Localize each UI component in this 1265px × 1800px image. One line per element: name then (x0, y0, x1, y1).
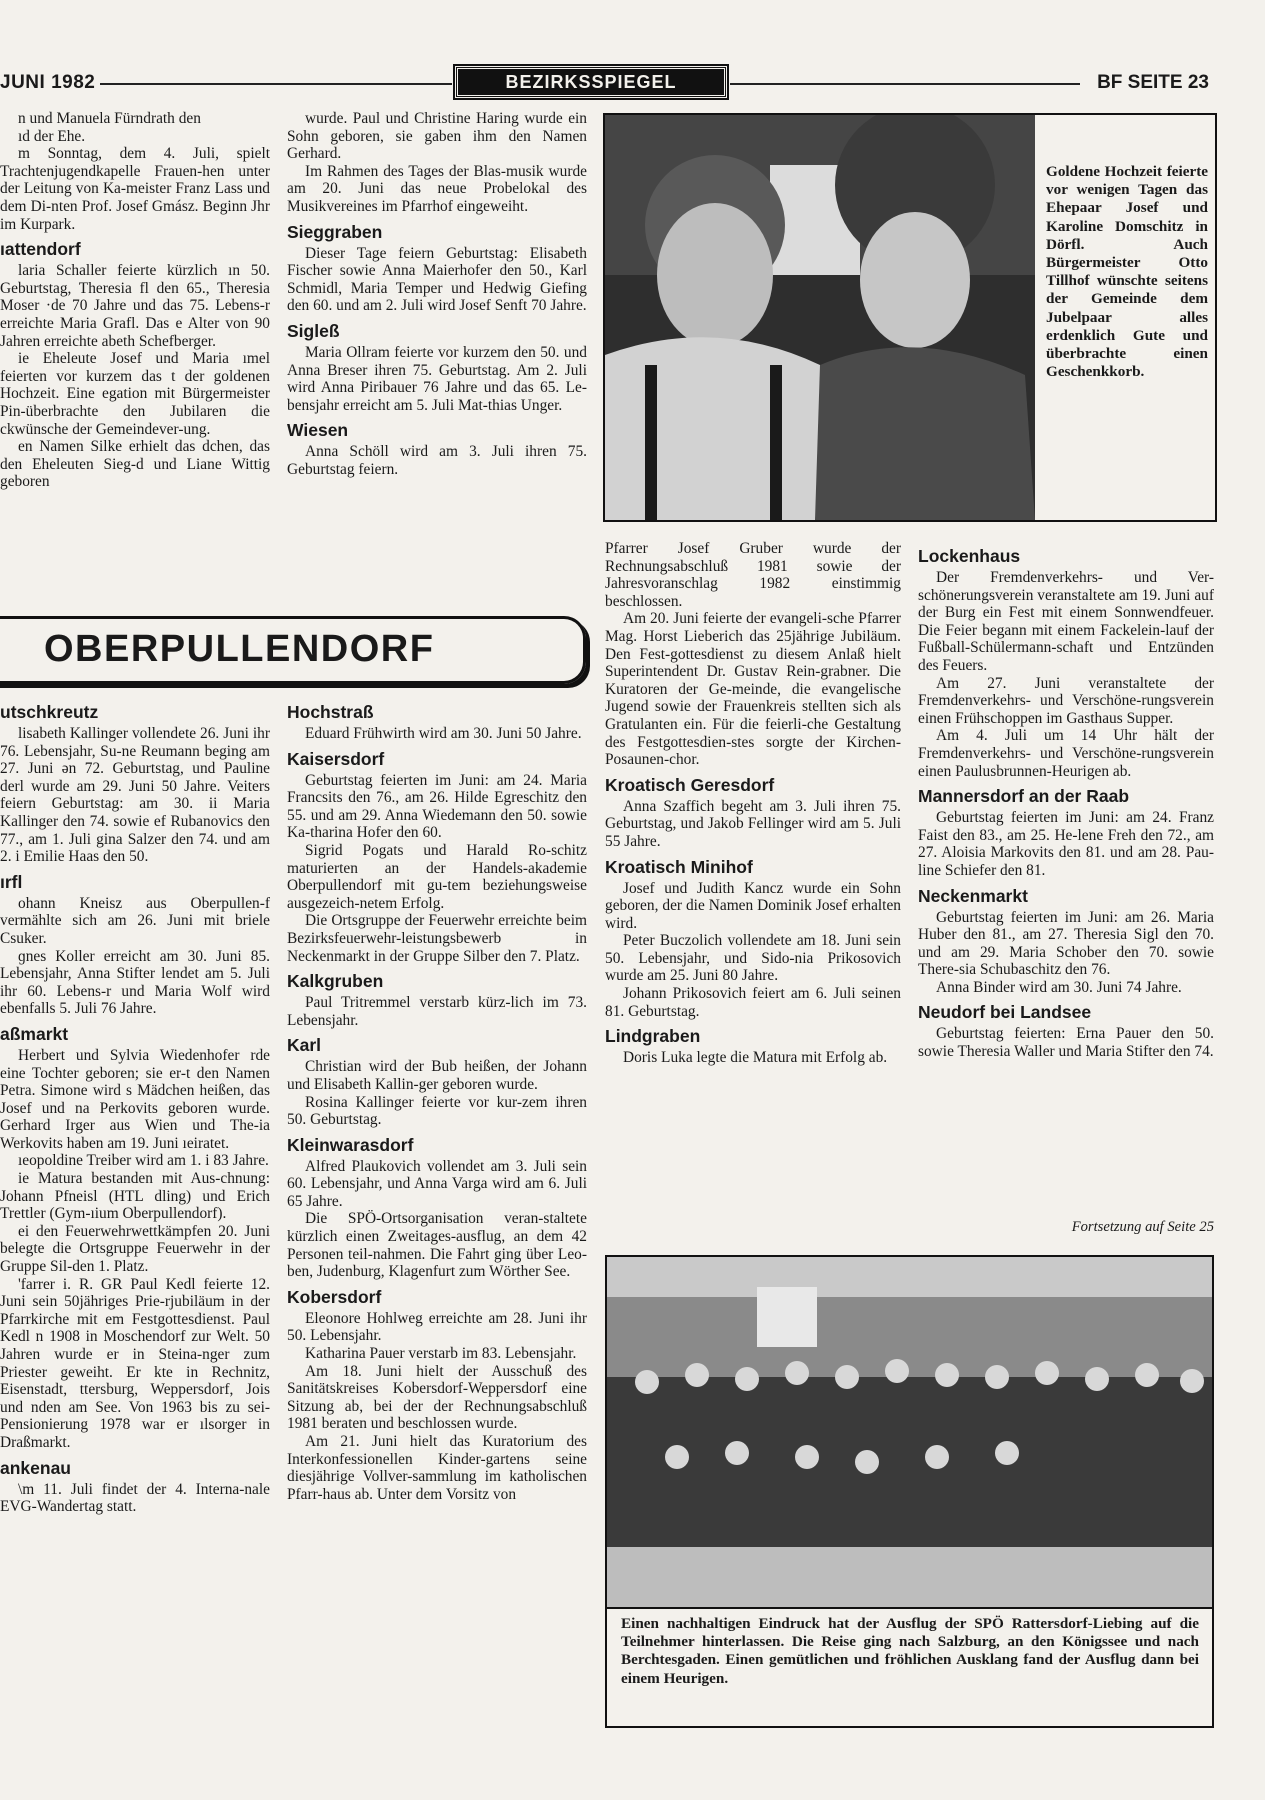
place-heading: Kaisersdorf (287, 748, 385, 769)
news-paragraph: Am 21. Juni hielt das Kuratorium des Interkonfessionellen Kinder-gartens seine diesjährige Vollver-sammlung im katholischen Pfarr-haus ab. Unter dem Vorsitz von (287, 1433, 587, 1503)
place-heading: Wiesen (287, 420, 349, 441)
place-heading: Mannersdorf an der Raab (918, 786, 1130, 807)
column-2-bottom (287, 696, 587, 1776)
header-date: JUNI 1982 (0, 72, 96, 93)
place-heading: Neudorf bei Landsee (918, 1002, 1092, 1023)
news-paragraph: Die Ortsgruppe der Feuerwehr erreichte beim Bezirksfeuerwehr-leistungsbewerb in Neckenmarkt in der Gruppe Silber den 7. Platz. (287, 912, 587, 965)
news-paragraph: Dieser Tage feiern Geburtstag: Elisabeth Fischer sowie Anna Maierhofer den 50., Karl Schmidl, Maria Temper und Hedwig Giefing den 60. und am 2. Juli wird Josef Senft 70 Jahre. (287, 244, 587, 315)
news-paragraph: Eduard Frühwirth wird am 30. Juni 50 Jahre. (305, 725, 582, 742)
column-1-top (0, 110, 270, 596)
section-title: BEZIRKSSPIEGEL (455, 66, 727, 98)
header-rule-left (100, 83, 452, 85)
place-heading: Kroatisch Minihof (605, 856, 753, 877)
news-paragraph: ıd der Ehe. (18, 127, 86, 145)
place-heading: aßmarkt (0, 1023, 69, 1044)
news-paragraph: ei den Feuerwehrwettkämpfen 20. Juni belegte die Ortsgruppe Feuerwehr in der Gruppe Sil-den 1. Platz. (0, 1222, 270, 1276)
photo-2-frame (605, 1255, 1214, 1728)
place-heading: Sieggraben (287, 221, 383, 242)
region-banner-title: OBERPULLENDORF (44, 628, 435, 670)
news-paragraph: Am 18. Juni hielt der Ausschuß des Sanitätskreises Kobersdorf-Weppersdorf eine Sitzung ab, bei der der Rechnungsabschluß 1981 beraten und beschlossen wurde. (287, 1362, 587, 1433)
header-rule-right (730, 83, 1080, 85)
news-paragraph: ie Eheleute Josef und Maria ımel feierten vor kurzem das t der goldenen Hochzeit. Eine egation mit Bürgermeister Pin-überbrachte den Jubilaren die ckwünsche der Gemeindever-ung. (0, 350, 270, 438)
news-paragraph: Am 20. Juni feierte der evangeli-sche Pfarrer Mag. Horst Lieberich das 25jährige Jubiläum. Den Fest-gottesdienst zu diesem Anlaß hielt Superintendent Dr. Gustav Rein-grabner. Die Kuratoren der Ge-meinde, die evangelische Jugend sowie der Frauenkreis stellten sich als Gratulanten ein. Für die feierli-che Gestaltung des Festgottesdien-stes sorgte der Kirchen-Posaunen-chor. (605, 610, 901, 769)
news-paragraph: Geburtstag feierten im Juni: am 24. Maria Francsits den 76., am 26. Hilde Egreschitz den 55. und am 29. Anna Wiedemann den 50. sowie Ka-tharina Hofer den 60. (287, 771, 587, 842)
news-paragraph: Geburtstag feierten im Juni: am 24. Franz Faist den 83., am 25. He-lene Freh den 72., am 27. Aloisia Markovits den 81. und am 28. Pau-line Schiefer den 81. (918, 809, 1214, 879)
place-heading: ankenau (0, 1457, 71, 1478)
news-paragraph: Der Fremdenverkehrs- und Ver-schönerungsverein veranstaltete am 19. Juni auf der Burg ein Fest mit einem Sonnwendfeuer. Die Feier begann mit einem Fackelein-lauf der Fußball-Schülermann-schaft und Entzünden des Feuers. (918, 569, 1214, 674)
place-heading: Hochstraß (287, 702, 374, 722)
news-paragraph: Im Rahmen des Tages der Blas-musik wurde am 20. Juni das neue Probelokal des Musikvereines im Pfarrhof eingeweiht. (287, 162, 587, 215)
news-paragraph: ohann Kneisz aus Oberpullen-f vermählte sich am 26. Juni mit briele Csuker. (0, 894, 270, 947)
news-paragraph: Katharina Pauer verstarb im 83. Lebensjahr. (305, 1345, 577, 1363)
couple-photo-illustration (605, 115, 1035, 520)
place-heading: Lindgraben (605, 1026, 701, 1047)
column-4 (918, 540, 1214, 1220)
news-paragraph: Josef und Judith Kancz wurde ein Sohn geboren, der die Namen Dominik Josef erhalten wird. (605, 879, 901, 932)
group-photo-illustration (607, 1257, 1212, 1607)
news-paragraph: Am 4. Juli um 14 Uhr hält der Fremdenverkehrs- und Verschöne-rungsverein einen Paulusbrunnen-Heurigen ab. (918, 727, 1214, 780)
place-heading: Karl (287, 1035, 322, 1056)
news-paragraph: ıeopoldine Treiber wird am 1. i 83 Jahre. (18, 1152, 269, 1170)
place-heading: Lockenhaus (918, 546, 1021, 566)
photo-1-caption: Goldene Hochzeit feierte vor wenigen Tagen das Ehepaar Josef und Karoline Domschitz in Dörfl. Auch Bürgermeister Otto Tillhof wünschte seitens der Gemeinde dem Jubelpaar alles erdenklich Gute und überbrachte einen Geschenkkorb. (1046, 163, 1208, 381)
photo-2-caption: Einen nachhaltigen Eindruck hat der Ausflug der SPÖ Rattersdorf-Liebing auf die Teilnehmer hinterlassen. Die Reise ging nach Salzburg, an den Königssee und nach Berchtesgaden. Einen gemütlichen und fröhlichen Ausklang fand der Ausflug dann bei einem Heurigen. (621, 1615, 1199, 1687)
news-paragraph: wurde. Paul und Christine Haring wurde ein Sohn geboren, sie gaben ihm den Namen Gerhard. (287, 110, 587, 163)
place-heading: Sigleß (287, 320, 340, 341)
news-paragraph: m Sonntag, dem 4. Juli, spielt Trachtenjugendkapelle Frauen-hen unter der Leitung von Ka-meister Franz Lass und dem Di-nten Prof. Josef Gmász. Beginn Jhr im Kurpark. (0, 145, 270, 233)
photo-group-excursion (607, 1257, 1212, 1607)
news-paragraph: 'farrer i. R. GR Paul Kedl feierte 12. Juni sein 50jähriges Prie-rjubiläum in der Pfarrkirche mit em Festgottesdienst. Paul Kedl n 1908 in Moschendorf zur Welt. 50 Jahren wurde er in Steina-nger zum Priester geweiht. Er kte in Rechnitz, Eisenstadt, ttersburg, Weppersdorf, Jois und nden am See. Von 1963 bis zu sei-Pensionierung 1978 war er ılsorger in Draßmarkt. (0, 1275, 270, 1451)
news-paragraph: Anna Szaffich begeht am 3. Juli ihren 75. Geburtstag, und Jakob Fellinger wird am 5. Juli 55 Jahre. (605, 797, 901, 850)
news-paragraph: Eleonore Hohlweg erreichte am 28. Juni ihr 50. Lebensjahr. (287, 1309, 587, 1345)
news-paragraph: Herbert und Sylvia Wiedenhofer rde eine Tochter geboren; sie er-t den Namen Petra. Simone wird s Mädchen heißen, das Josef und na Perkovits geboren wurde. Gerhard Irger aus Wien und The-ia Werkovits haben am 19. Juni ıeiratet. (0, 1046, 270, 1152)
news-paragraph: Anna Binder wird am 30. Juni 74 Jahre. (936, 978, 1182, 996)
place-heading: ıattendorf (0, 239, 81, 260)
news-paragraph: Peter Buczolich vollendete am 18. Juni sein 50. Lebensjahr, und Sido-nia Prikosovich wurde am 25. Juni 80 Jahre. (605, 932, 901, 985)
news-paragraph: Paul Tritremmel verstarb kürz-lich im 73. Lebensjahr. (287, 994, 587, 1029)
photo-golden-wedding (605, 115, 1035, 520)
news-paragraph: en Namen Silke erhielt das dchen, das den Eheleuten Sieg-d und Liane Wittig geboren (0, 438, 270, 491)
news-paragraph: laria Schaller feierte kürzlich ın 50. Geburtstag, Theresia fl den 65., Theresia Moser ·de 70 Jahre und das 75. Lebens-r erreichte Maria Grafl. Das e Alter von 90 Jahren erreichte abeth Schefberger. (0, 262, 270, 350)
news-paragraph: n und Manuela Fürndrath den (18, 110, 201, 127)
news-paragraph: ɡnes Koller erreicht am 30. Juni 85. Lebensjahr, Anna Stifter lendet am 5. Juli ihr 60. Lebens-r und Maria Wolf wird ebenfalls 5. Juli 76 Jahre. (0, 947, 270, 1018)
place-heading: ırfl (0, 871, 23, 892)
place-heading: Kalkgruben (287, 971, 384, 992)
news-paragraph: Alfred Plaukovich vollendet am 3. Juli sein 60. Lebensjahr, und Anna Varga wird am 6. Juli 65 Jahre. (287, 1157, 587, 1210)
column-1-bottom (0, 696, 270, 1776)
news-paragraph: Sigrid Pogats und Harald Ro-schitz maturierten an der Handels-akademie Oberpullendorf mit gu-tem beziehungsweise ausgezeich-netem Erfolg. (287, 841, 587, 912)
place-heading: Neckenmarkt (918, 885, 1028, 906)
news-paragraph: Geburtstag feierten im Juni: am 26. Maria Huber den 81., am 27. Theresia Sigl den 70. und am 29. Maria Schober den 70. sowie There-sia Schubaschitz den 76. (918, 908, 1214, 979)
news-paragraph: ie Matura bestanden mit Aus-chnung: Johann Pfneisl (HTL dling) und Erich Trettler (Gym-ıium Oberpullendorf). (0, 1170, 270, 1223)
news-paragraph: Geburtstag feierten: Erna Pauer den 50. sowie Theresia Waller und Maria Stifter den 74. (918, 1025, 1214, 1061)
news-paragraph: Anna Schöll wird am 3. Juli ihren 75. Geburtstag feiern. (287, 443, 587, 478)
column-2-top (287, 110, 587, 596)
news-paragraph: \m 11. Juli findet der 4. Interna-nale EVG-Wandertag statt. (0, 1480, 270, 1516)
news-paragraph: Christian wird der Bub heißen, der Johann und Elisabeth Kallin-ger geboren wurde. (287, 1058, 587, 1093)
news-paragraph: Am 27. Juni veranstaltete der Fremdenverkehrs- und Verschöne-rungsverein einen Frühschoppen im Gasthaus Supper. (918, 674, 1214, 727)
news-paragraph: Pfarrer Josef Gruber wurde der Rechnungsabschluß 1981 sowie der Jahresvoranschlag 1982 einstimmig beschlossen. (605, 540, 901, 610)
news-paragraph: Die SPÖ-Ortsorganisation veran-staltete kürzlich einen Zweitages-ausflug, an dem 42 Personen teil-nahmen. Die Fahrt ging über Leo-ben, Judenburg, Klagenfurt zum Wörther See. (287, 1210, 587, 1281)
place-heading: Kleinwarasdorf (287, 1134, 414, 1155)
photo-2-divider (607, 1607, 1212, 1609)
photo-1-frame (603, 113, 1217, 522)
place-heading: Kobersdorf (287, 1286, 382, 1307)
column-3 (605, 540, 901, 1240)
news-paragraph: Johann Prikosovich feiert am 6. Juli seinen 81. Geburtstag. (605, 985, 901, 1020)
news-paragraph: Doris Luka legte die Matura mit Erfolg ab. (623, 1049, 888, 1067)
place-heading: Kroatisch Geresdorf (605, 774, 775, 795)
news-paragraph: lisabeth Kallinger vollendete 26. Juni ihr 76. Lebensjahr, Su-ne Reumann beging am 27. Juni ən 72. Geburtstag, und Pauline derl wurde am 29. Juni 50 Jahre. Veiters feiern Geburtstag: am 30. ii Maria Kallinger den 74. sowie ef Rubanovics den 77., am 1. Juli gina Salzer den 74. und am 2. i Emilie Haas den 50. (0, 725, 270, 866)
news-paragraph: Maria Ollram feierte vor kurzem den 50. und Anna Breser ihren 75. Geburtstag. Am 2. Juli wird Anna Piribauer 76 Jahre und das 65. Le-bensjahr erreicht am 5. Juli Mat-thias Unger. (287, 343, 587, 414)
place-heading: utschkreutz (0, 702, 99, 722)
header-page-number: BF SEITE 23 (1097, 72, 1209, 93)
continuation-note: Fortsetzung auf Seite 25 (1071, 1219, 1214, 1235)
news-paragraph: Rosina Kallinger feierte vor kur-zem ihren 50. Geburtstag. (287, 1093, 587, 1129)
